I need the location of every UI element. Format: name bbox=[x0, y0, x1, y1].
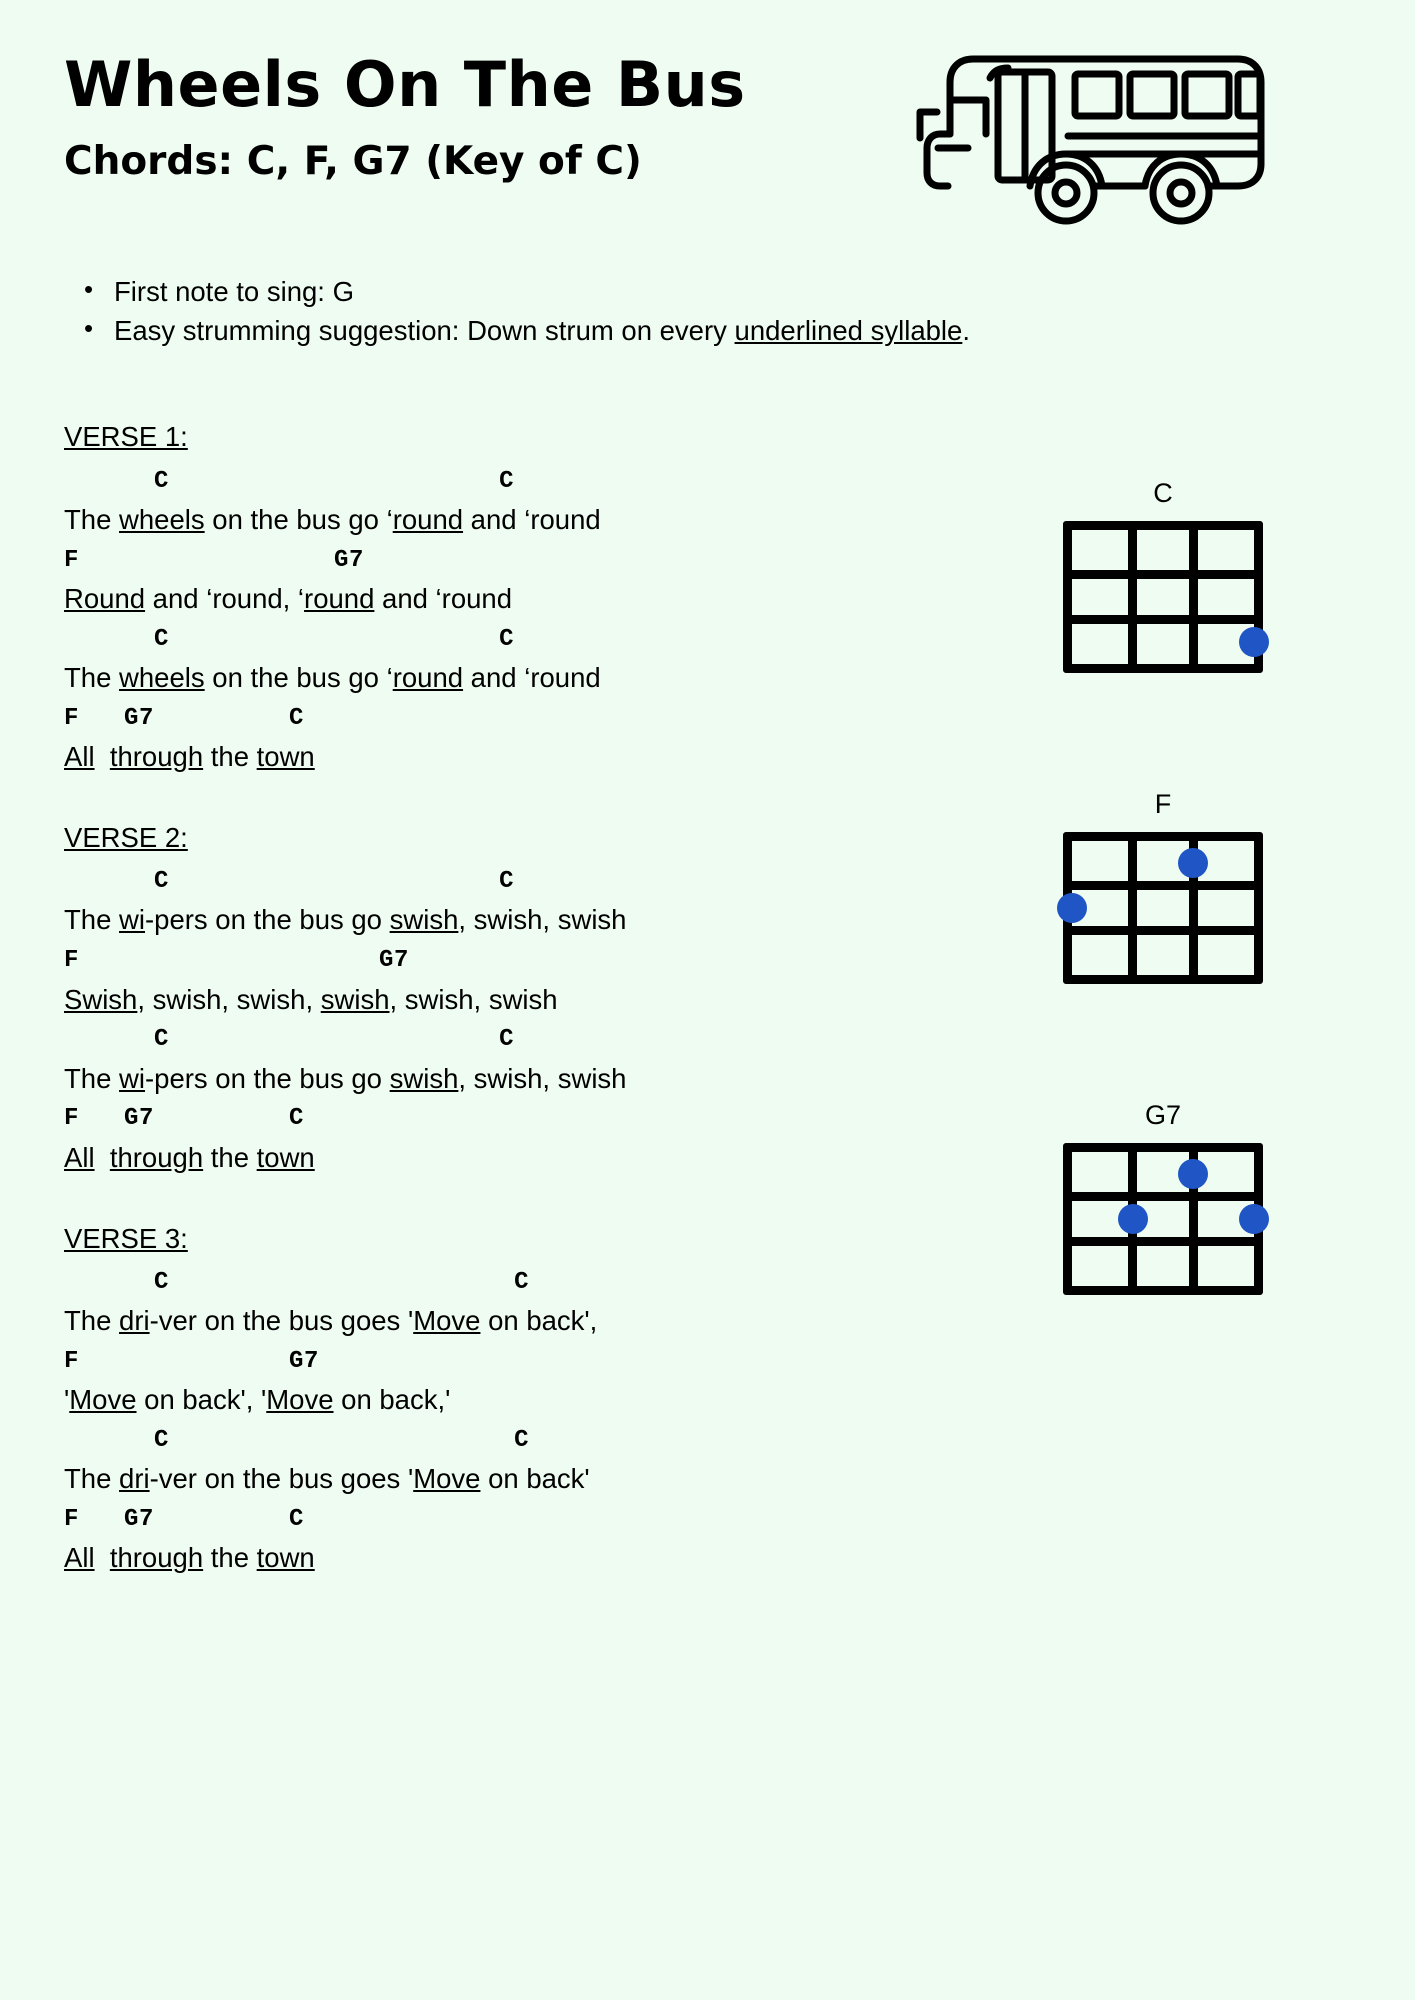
finger-position-dot bbox=[1057, 893, 1087, 923]
lyric-line bbox=[64, 1380, 864, 1420]
note-text: Easy strumming suggestion: Down strum on every bbox=[114, 315, 735, 347]
fretboard-outline bbox=[1063, 1143, 1263, 1295]
lyric-text bbox=[95, 741, 110, 772]
lyric-text: -ver on the bus goes ' bbox=[149, 1305, 414, 1337]
lyric-strum-syllable: town bbox=[256, 740, 315, 772]
lyric-strum-syllable: All bbox=[64, 740, 95, 772]
lyric-strum-syllable: round bbox=[392, 503, 464, 535]
note-item bbox=[114, 311, 1064, 350]
lyric-strum-syllable: All bbox=[64, 1542, 95, 1574]
fretboard-grid bbox=[1063, 832, 1263, 984]
lyric-line bbox=[64, 1059, 864, 1099]
chord-line: F G7 C bbox=[64, 704, 305, 732]
note-item bbox=[114, 272, 1064, 311]
note-text: First note to sing: G bbox=[114, 276, 354, 307]
fret-line bbox=[1063, 615, 1263, 624]
lyric-text: the bbox=[203, 1141, 257, 1173]
chord-line: F G7 C bbox=[64, 1506, 305, 1534]
fret-line bbox=[1063, 926, 1263, 935]
verse-label: VERSE 2: bbox=[64, 821, 188, 853]
lyric-text: The bbox=[64, 661, 120, 693]
lyric-strum-syllable: dri bbox=[119, 1305, 150, 1337]
chord-diagram bbox=[1020, 1102, 1350, 1295]
verse-block bbox=[64, 418, 864, 777]
verse-label: VERSE 1: bbox=[64, 421, 188, 452]
lyric-text: on the bus go ‘ bbox=[204, 503, 393, 535]
lyric-line bbox=[64, 500, 864, 540]
string-line bbox=[1189, 521, 1198, 673]
lyric-strum-syllable: Swish bbox=[64, 983, 138, 1015]
fretboard-grid bbox=[1063, 521, 1263, 673]
finger-position-dot bbox=[1178, 1159, 1208, 1189]
lyric-text: and ‘round, ‘ bbox=[145, 582, 305, 614]
lyric-strum-syllable: round bbox=[304, 582, 375, 614]
lyric-strum-syllable: Move bbox=[266, 1384, 334, 1416]
note-underlined-text: underlined syllable bbox=[734, 315, 963, 347]
lyric-text: ' bbox=[64, 1384, 70, 1416]
lyric-strum-syllable: wheels bbox=[119, 503, 205, 535]
chord-line: F G7 bbox=[64, 1348, 320, 1376]
lyric-strum-syllable: wi bbox=[119, 904, 146, 936]
finger-position-dot bbox=[1239, 627, 1269, 657]
chord-line: C C bbox=[64, 625, 515, 653]
fretboard-grid bbox=[1063, 1143, 1263, 1295]
lyric-text: The bbox=[64, 503, 120, 535]
fretboard-outline bbox=[1063, 832, 1263, 984]
lyric-strum-syllable: through bbox=[109, 1141, 204, 1173]
fret-line bbox=[1063, 1237, 1263, 1246]
chord-line: C C bbox=[64, 868, 515, 896]
lyric-text: on back' bbox=[480, 1463, 590, 1495]
chord-diagram-label: C bbox=[1153, 478, 1173, 508]
lyric-strum-syllable: wi bbox=[119, 1062, 146, 1094]
fret-line bbox=[1063, 570, 1263, 579]
chord-line: F G7 bbox=[64, 546, 365, 574]
lyric-line bbox=[64, 900, 864, 940]
verse-block bbox=[64, 819, 864, 1178]
lyric-line bbox=[64, 1459, 864, 1499]
lyric-strum-syllable: Move bbox=[413, 1463, 481, 1495]
chord-diagram bbox=[1020, 480, 1350, 673]
lyric-text: -pers on the bus go bbox=[145, 1062, 390, 1094]
chord-line: F G7 C bbox=[64, 1105, 305, 1133]
verse-block bbox=[64, 1220, 864, 1579]
lyric-strum-syllable: Round bbox=[64, 582, 146, 614]
verse-label: VERSE 3: bbox=[64, 1222, 188, 1254]
lyric-strum-syllable: swish bbox=[389, 904, 459, 936]
lyric-text: , swish, swish bbox=[458, 904, 627, 936]
lyric-text: , swish, swish, bbox=[137, 983, 321, 1015]
lyric-strum-syllable: town bbox=[256, 1141, 315, 1173]
chord-diagrams bbox=[1020, 480, 1350, 1413]
lyric-text bbox=[95, 1142, 110, 1173]
lyric-strum-syllable: through bbox=[109, 740, 204, 772]
fret-line bbox=[1063, 881, 1263, 890]
lyric-text: and ‘round bbox=[463, 503, 601, 535]
lyric-line bbox=[64, 658, 864, 698]
lyric-text: , swish, swish bbox=[458, 1062, 627, 1094]
lyric-text: The bbox=[64, 1463, 120, 1495]
lyric-strum-syllable: wheels bbox=[119, 661, 205, 693]
lyric-strum-syllable: dri bbox=[119, 1463, 150, 1495]
lyric-strum-syllable: All bbox=[64, 1141, 95, 1173]
song-body bbox=[64, 418, 864, 1620]
lyric-strum-syllable: Move bbox=[413, 1305, 481, 1337]
lyric-text: -ver on the bus goes ' bbox=[149, 1463, 414, 1495]
lyric-text: the bbox=[203, 740, 257, 772]
lyric-text: The bbox=[64, 904, 120, 936]
lyric-text: on back', ' bbox=[136, 1384, 267, 1416]
school-bus-icon bbox=[890, 38, 1300, 233]
lyric-strum-syllable: swish bbox=[320, 983, 390, 1015]
lyric-text: The bbox=[64, 1305, 120, 1337]
lyric-strum-syllable: Move bbox=[69, 1384, 137, 1416]
note-suffix: . bbox=[962, 315, 970, 347]
string-line bbox=[1128, 521, 1137, 673]
lyric-text: on back', bbox=[480, 1305, 598, 1337]
finger-position-dot bbox=[1239, 1204, 1269, 1234]
page-title: Wheels On The Bus bbox=[64, 48, 746, 121]
lyric-line bbox=[64, 1301, 864, 1341]
chord-diagram bbox=[1020, 791, 1350, 984]
chord-line: C C bbox=[64, 1026, 515, 1054]
lyric-text: and ‘round bbox=[463, 661, 601, 693]
header bbox=[64, 48, 764, 185]
chord-line: C C bbox=[64, 1269, 530, 1296]
lyric-strum-syllable: round bbox=[392, 661, 464, 693]
notes-list bbox=[64, 272, 1064, 350]
finger-position-dot bbox=[1118, 1204, 1148, 1234]
lyric-line bbox=[64, 579, 864, 619]
lyric-text: on the bus go ‘ bbox=[204, 661, 393, 693]
lyric-strum-syllable: swish bbox=[389, 1062, 459, 1094]
lyric-line bbox=[64, 1538, 864, 1578]
lyric-line bbox=[64, 980, 864, 1020]
chord-line: C C bbox=[64, 467, 515, 495]
chord-line: C C bbox=[64, 1427, 530, 1455]
chord-diagram-label: F bbox=[1154, 789, 1172, 819]
chord-diagram-label: G7 bbox=[1144, 1100, 1182, 1130]
lyric-text: -pers on the bus go bbox=[145, 904, 390, 936]
fretboard-outline bbox=[1063, 521, 1263, 673]
lyric-line bbox=[64, 1138, 864, 1178]
lyric-text: the bbox=[203, 1542, 257, 1574]
lyric-text bbox=[95, 1542, 110, 1573]
lyric-text: The bbox=[64, 1062, 120, 1094]
lyric-text: on back,' bbox=[333, 1384, 451, 1416]
finger-position-dot bbox=[1178, 848, 1208, 878]
lyric-text: , swish, swish bbox=[389, 983, 558, 1015]
lyric-line bbox=[64, 737, 864, 777]
chords-subtitle: Chords: C, F, G7 (Key of C) bbox=[64, 139, 642, 185]
chord-line: F G7 bbox=[64, 947, 410, 975]
fret-line bbox=[1063, 1192, 1263, 1201]
lyric-strum-syllable: through bbox=[109, 1542, 204, 1574]
string-line bbox=[1128, 832, 1137, 984]
lyric-strum-syllable: town bbox=[256, 1542, 315, 1574]
lyric-text: and ‘round bbox=[374, 582, 512, 614]
